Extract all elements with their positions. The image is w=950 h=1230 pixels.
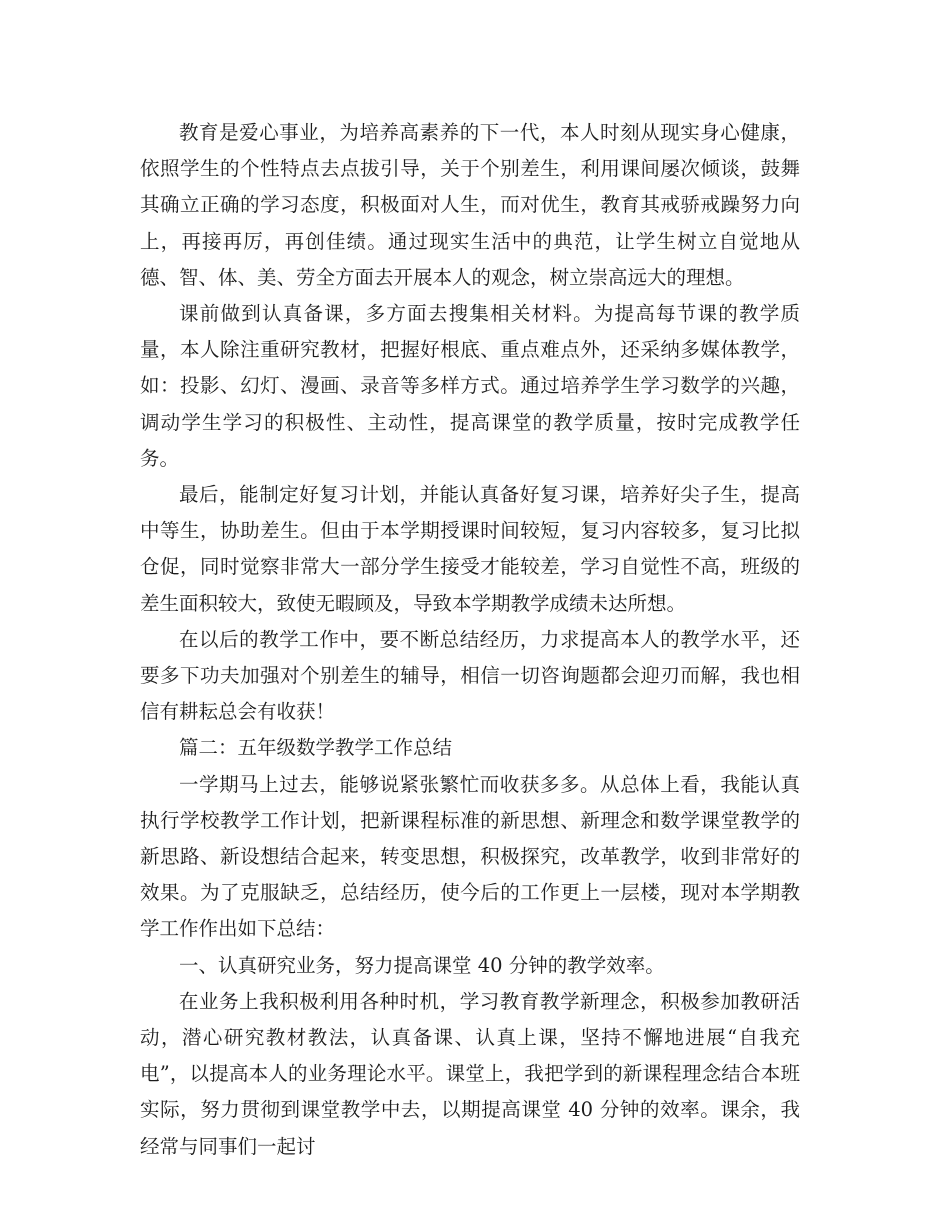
document-body bbox=[140, 115, 800, 1165]
paragraph-4: 在以后的教学工作中，要不断总结经历，力求提高本人的教学水平，还要多下功夫加强对个别差生的辅导，相信一切咨询题都会迎刃而解，我也相信有耕耘总会有收获！ bbox=[140, 627, 800, 724]
paragraph-5: 一学期马上过去，能够说紧张繁忙而收获多多。从总体上看，我能认真执行学校教学工作计划，把新课程标准的新思想、新理念和数学课堂教学的新思路、新设想结合起来，转变思想，积极探究，改革教学，收到非常好的效果。为了克服缺乏，总结经历，使今后的工作更上一层楼，现对本学期教学工作作出如下总结： bbox=[140, 772, 800, 941]
section-heading: 篇二：五年级数学教学工作总结 bbox=[179, 736, 453, 760]
subsection-heading: 一、认真研究业务，努力提高课堂 40 分钟的教学效率。 bbox=[179, 953, 665, 977]
paragraph-2: 课前做到认真备课，多方面去搜集相关材料。为提高每节课的教学质量，本人除注重研究教材，把握好根底、重点难点外，还采纳多媒体教学，如：投影、幻灯、漫画、录音等多样方式。通过培养学生学习数学的兴趣，调动学生学习的积极性、主动性，提高课堂的教学质量，按时完成教学任务。 bbox=[140, 302, 800, 470]
paragraph-1: 教育是爱心事业，为培养高素养的下一代，本人时刻从现实身心健康，依照学生的个性特点去点拔引导，关于个别差生，利用课间屡次倾谈，鼓舞其确立正确的学习态度，积极面对人生，而对优生，教育其戒骄戒躁努力向上，再接再厉，再创佳绩。通过现实生活中的典范，让学生树立自觉地从德、智、体、美、劳全方面去开展本人的观念，树立崇高远大的理想。 bbox=[140, 121, 800, 289]
paragraph-6: 在业务上我积极利用各种时机，学习教育教学新理念，积极参加教研活动，潜心研究教材教法，认真备课、认真上课，坚持不懈地进展“自我充电”，以提高本人的业务理论水平。课堂上，我把学到的新课程理念结合本班实际，努力贯彻到课堂教学中去，以期提高课堂 40 分钟的效率。课余，我经常与同事们一起讨 bbox=[140, 989, 800, 1158]
paragraph-3: 最后，能制定好复习计划，并能认真备好复习课，培养好尖子生，提高中等生，协助差生。但由于本学期授课时间较短，复习内容较多，复习比拟仓促，同时觉察非常大一部分学生接受才能较差，学习自觉性不高，班级的差生面积较大，致使无暇顾及，导致本学期教学成绩未达所想。 bbox=[140, 483, 800, 615]
